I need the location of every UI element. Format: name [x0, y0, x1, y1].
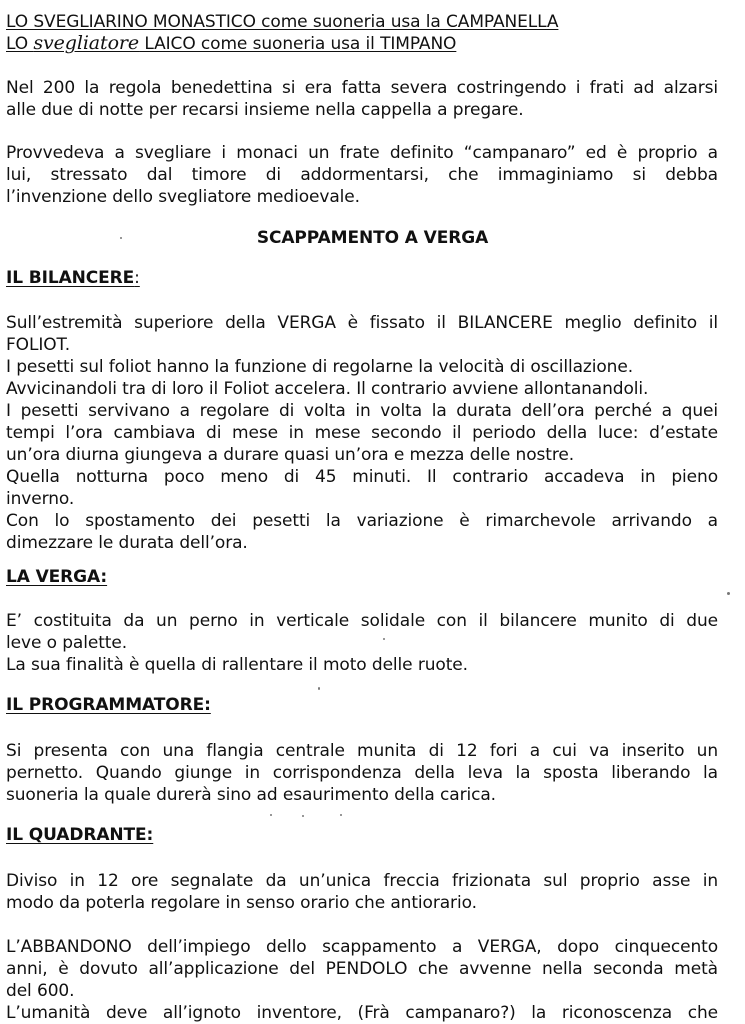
intro-paragraph-2 — [6, 142, 718, 208]
scan-speck — [302, 815, 304, 817]
bilancere-body — [6, 312, 718, 554]
bilancere-line: I pesetti servivano a regolare di volta in volta la durata dell’ora perché a quei — [6, 401, 718, 421]
programmatore-line: pernetto. Quando giunge in corrispondenza della leva la sposta liberando la — [6, 763, 718, 783]
header-line-campanella: LO SVEGLIARINO MONASTICO come suoneria usa la CAMPANELLA — [6, 12, 559, 32]
bilancere-line: FOLIOT. — [6, 335, 71, 355]
closing-line: anni, è dovuto all’applicazione del PENDOLO che avvenne nella seconda metà — [6, 959, 718, 979]
bilancere-line: Avvicinandoli tra di loro il Foliot accelera. Il contrario avviene allontanandoli. — [6, 379, 649, 399]
header-line2-rest: LAICO come suoneria usa il TIMPANO — [139, 34, 457, 54]
intro-p2-line: lui, stressato dal timore di addormentarsi, che immaginiamo si debba — [6, 165, 718, 185]
closing-paragraph — [6, 936, 718, 1024]
bilancere-line: tempi l’ora cambiava di mese in mese secondo il periodo della luce: d’estate — [6, 423, 718, 443]
programmatore-body — [6, 740, 718, 806]
scan-speck — [120, 237, 122, 239]
main-title: SCAPPAMENTO A VERGA — [256, 228, 489, 248]
bilancere-heading-colon: : — [134, 268, 140, 288]
section-heading-bilancere — [6, 267, 140, 289]
bilancere-line: un’ora diurna giungeva a durare quasi un’ora e mezza delle nostre. — [6, 445, 575, 465]
verga-line: E’ costituita da un perno in verticale solidale con il bilancere munito di due — [6, 611, 718, 631]
scan-speck — [383, 638, 385, 640]
programmatore-line: suoneria la quale durerà sino ad esaurimento della carica. — [6, 785, 496, 805]
scan-speck — [727, 592, 730, 595]
bilancere-line: inverno. — [6, 489, 75, 509]
section-heading-programmatore: IL PROGRAMMATORE: — [6, 695, 211, 715]
scan-speck — [340, 814, 342, 816]
intro-p1-line: Nel 200 la regola benedettina si era fatta severa costringendo i frati ad alzarsi — [6, 78, 718, 98]
closing-line: L’umanità deve all’ignoto inventore, (Frà campanaro?) la riconoscenza che — [6, 1003, 718, 1023]
header-line-timpano — [6, 32, 718, 55]
intro-p1-line: alle due di notte per recarsi insieme nella cappella a pregare. — [6, 100, 524, 120]
header-line2-prefix: LO — [6, 34, 34, 54]
intro-paragraph-1 — [6, 77, 718, 121]
verga-body — [6, 610, 718, 676]
intro-p2-line: Provvedeva a svegliare i monaci un frate definito “campanaro” ed è proprio a — [6, 143, 718, 163]
verga-line: leve o palette. — [6, 633, 127, 653]
bilancere-line: I pesetti sul foliot hanno la funzione di regolarne la velocità di oscillazione. — [6, 357, 634, 377]
bilancere-line: Quella notturna poco meno di 45 minuti. Il contrario accadeva in pieno — [6, 467, 718, 487]
scan-speck — [318, 687, 320, 690]
bilancere-line: Con lo spostamento dei pesetti la variazione è rimarchevole arrivando a — [6, 511, 718, 531]
bilancere-heading-text: IL BILANCERE — [6, 268, 135, 288]
quadrante-body — [6, 870, 718, 914]
quadrante-line: modo da poterla regolare in senso orario che antiorario. — [6, 893, 477, 913]
bilancere-line: dimezzare le durata dell’ora. — [6, 533, 248, 553]
quadrante-line: Diviso in 12 ore segnalate da un’unica freccia frizionata sul proprio asse in — [6, 871, 718, 891]
closing-line: L’ABBANDONO dell’impiego dello scappamento a VERGA, dopo cinquecento — [6, 937, 718, 957]
bilancere-line: Sull’estremità superiore della VERGA è fissato il BILANCERE meglio definito il — [6, 313, 718, 333]
closing-line: del 600. — [6, 981, 75, 1001]
section-heading-quadrante: IL QUADRANTE: — [6, 825, 154, 845]
scan-speck — [270, 814, 272, 816]
section-heading-verga: LA VERGA: — [6, 567, 108, 587]
header — [6, 11, 718, 55]
intro-p2-line: l’invenzione dello svegliatore medioevale. — [6, 187, 360, 207]
programmatore-line: Si presenta con una flangia centrale munita di 12 fori a cui va inserito un — [6, 741, 718, 761]
verga-line: La sua finalità è quella di rallentare il moto delle ruote. — [6, 655, 468, 675]
header-line2-script-word: svegliatore — [33, 32, 140, 54]
